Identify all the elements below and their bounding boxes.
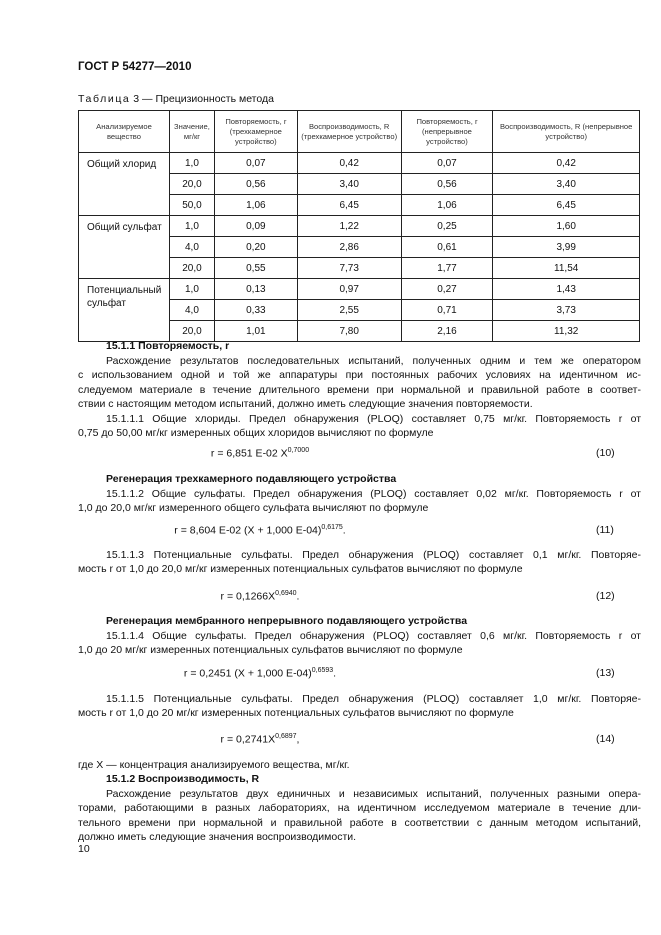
- text-line: 0,75 до 50,00 мг/кг измеренных общих хлоридов вычисляют по формуле: [78, 427, 434, 440]
- document-header: ГОСТ Р 54277—2010: [78, 61, 192, 73]
- table-header-row: [79, 111, 640, 153]
- text-line: Расхождение результатов двух единичных и независимых испытаний, полученных разными опера-: [106, 788, 641, 800]
- text-line: 1,0 до 20,0 мг/кг измеренного общего сульфата вычисляют по формуле: [78, 502, 429, 515]
- substance-cell: Общий сульфат: [79, 216, 170, 279]
- text-line: должно иметь следующие значения воспроизводимости.: [78, 831, 357, 844]
- table-cell: 1,06: [401, 195, 493, 216]
- table-row: [79, 279, 640, 300]
- page-number: 10: [78, 843, 90, 855]
- col-header-reprod-continuous: Воспроизводимость, R (непрерывное устройство): [493, 111, 640, 153]
- table-cell: 0,33: [214, 300, 297, 321]
- paragraph-15-1-1-2: [78, 487, 641, 516]
- table-cell: 1,43: [493, 279, 640, 300]
- table-cell: 11,32: [493, 321, 640, 342]
- section-15-1-2-title: 15.1.2 Воспроизводимость, R: [106, 773, 260, 785]
- formula-tail: .: [333, 667, 337, 680]
- formula-exponent: 0,6175: [321, 524, 343, 531]
- table-cell: 0,20: [214, 237, 297, 258]
- col-header-substance: Анализируемое вещество: [79, 111, 170, 153]
- text-line: торами, работающими в разных лабораториях, на идентичном исследуемом материале в течение дли-: [78, 802, 641, 815]
- table-cell: 1,0: [169, 216, 214, 237]
- table-cell: 0,61: [401, 237, 493, 258]
- formula-number: (12): [596, 590, 615, 602]
- table-cell: 6,45: [297, 195, 401, 216]
- text-line: 15.1.1.3 Потенциальные сульфаты. Предел обнаружения (PLOQ) составляет 0,1 мг/кг. Повторяе-: [106, 549, 641, 561]
- table-cell: 3,40: [297, 174, 401, 195]
- substance-cell: Общий хлорид: [79, 153, 170, 216]
- text-line: с использованием одной и той же аппаратуры при постоянных рабочих условиях на идентичном ис-: [78, 369, 641, 382]
- formula-body: r = 8,604 E-02 (X + 1,000 E-04): [174, 524, 322, 537]
- col-header-repeat-continuous: Повторяемость, r (непрерывное устройство): [401, 111, 493, 153]
- formula-14: [0, 733, 520, 746]
- col-header-reprod-3chamber: Воспроизводимость, R (трехкамерное устройство): [297, 111, 401, 153]
- text-line: ствии с настоящим методом испытаний, должно иметь следующие значения повторяемости.: [78, 398, 533, 411]
- text-line: 15.1.1.2 Общие сульфаты. Предел обнаружения (PLOQ) составляет 0,02 мг/кг. Повторяемость r от: [106, 488, 641, 500]
- table-row: [79, 153, 640, 174]
- formula-exponent: 0,6897: [275, 733, 297, 740]
- formula-13: [0, 667, 520, 680]
- table-cell: 7,73: [297, 258, 401, 279]
- table-cell: 0,55: [214, 258, 297, 279]
- formula-body: r = 0,1266X: [220, 590, 276, 603]
- paragraph-15-1-1-4: [78, 629, 641, 658]
- table-cell: 0,27: [401, 279, 493, 300]
- text-line: 1,0 до 20 мг/кг измеренных потенциальных сульфатов вычисляют по формуле: [78, 644, 463, 657]
- table-cell: 3,40: [493, 174, 640, 195]
- table-cell: 0,13: [214, 279, 297, 300]
- formula-number: (14): [596, 733, 615, 745]
- table-cell: 4,0: [169, 237, 214, 258]
- caption-label: Таблица: [78, 93, 131, 105]
- table-cell: 0,42: [297, 153, 401, 174]
- paragraph-reproducibility: [78, 787, 641, 845]
- table-cell: 3,73: [493, 300, 640, 321]
- formula-number: (13): [596, 667, 615, 679]
- formula-body: r = 6,851 E-02 X: [210, 447, 288, 460]
- table-cell: 50,0: [169, 195, 214, 216]
- col-header-repeat-3chamber: Повторяемость, r (трехкамерное устройство): [214, 111, 297, 153]
- text-line: мость r от 1,0 до 20,0 мг/кг измеренных потенциальных сульфатов вычисляют по формуле: [78, 563, 523, 576]
- table-cell: 1,77: [401, 258, 493, 279]
- table-cell: 1,0: [169, 153, 214, 174]
- section-15-1-1-title: 15.1.1 Повторяемость, r: [106, 340, 230, 352]
- table-cell: 0,09: [214, 216, 297, 237]
- text-line: тельного времени при нормальной и правильной работе в соответствии с данным методом испытаний,: [78, 816, 641, 829]
- table-cell: 6,45: [493, 195, 640, 216]
- formula-exponent: 0,6593: [311, 667, 334, 674]
- table-cell: 1,01: [214, 321, 297, 342]
- table-cell: 0,42: [493, 153, 640, 174]
- table-cell: 0,71: [401, 300, 493, 321]
- table-cell: 0,97: [297, 279, 401, 300]
- formula-number: (10): [596, 447, 615, 459]
- text-line: мость r от 1,0 до 20 мг/кг измеренных потенциальных сульфатов вычисляют по формуле: [78, 707, 514, 720]
- heading-regen-membrane: Регенерация мембранного непрерывного подавляющего устройства: [106, 615, 468, 627]
- table-cell: 7,80: [297, 321, 401, 342]
- formula-12: [0, 590, 520, 603]
- table-cell: 4,0: [169, 300, 214, 321]
- text-line: 15.1.1.1 Общие хлориды. Предел обнаружения (PLOQ) составляет 0,75 мг/кг. Повторяемость r от: [106, 413, 641, 425]
- table-cell: 11,54: [493, 258, 640, 279]
- text-line: 15.1.1.4 Общие сульфаты. Предел обнаружения (PLOQ) составляет 0,6 мг/кг. Повторяемость r от: [106, 630, 641, 642]
- table-cell: 2,86: [297, 237, 401, 258]
- heading-regen-3chamber: Регенерация трехкамерного подавляющего устройства: [106, 473, 397, 485]
- table-cell: 2,16: [401, 321, 493, 342]
- formula-exponent: 0,6940: [275, 590, 297, 597]
- table-caption: [78, 93, 274, 105]
- formula-body: r = 0,2741X: [220, 733, 276, 746]
- formula-exponent: 0,7000: [287, 447, 310, 454]
- table-cell: 2,55: [297, 300, 401, 321]
- formula-number: (11): [596, 524, 614, 536]
- paragraph-15-1-1-5: [78, 692, 641, 721]
- table-cell: 20,0: [169, 321, 214, 342]
- col-header-value: Значение, мг/кг: [169, 111, 214, 153]
- formula-tail: .: [296, 590, 300, 603]
- formula-tail: .: [342, 524, 346, 537]
- table-cell: 3,99: [493, 237, 640, 258]
- table-cell: 0,07: [214, 153, 297, 174]
- paragraph-15-1-1-3: [78, 548, 641, 577]
- where-clause: где X — концентрация анализируемого вещества, мг/кг.: [78, 759, 350, 771]
- table-cell: 1,0: [169, 279, 214, 300]
- table-cell: 1,60: [493, 216, 640, 237]
- table-row: [79, 216, 640, 237]
- paragraph-repeatability: [78, 354, 641, 412]
- table-cell: 20,0: [169, 174, 214, 195]
- precision-table: [78, 110, 640, 342]
- substance-cell: Потенциальный сульфат: [79, 279, 170, 342]
- text-line: 15.1.1.5 Потенциальные сульфаты. Предел обнаружения (PLOQ) составляет 1,0 мг/кг. Повторяе-: [106, 693, 641, 705]
- caption-text: 3 — Прецизионность метода: [130, 93, 274, 105]
- table-cell: 0,07: [401, 153, 493, 174]
- formula-tail: ,: [296, 733, 300, 746]
- table-cell: 0,56: [401, 174, 493, 195]
- table-cell: 0,56: [214, 174, 297, 195]
- table-cell: 0,25: [401, 216, 493, 237]
- formula-11: [0, 524, 520, 537]
- text-line: следуемом материале в течение длительного времени при нормальной и правильной работе в соответ-: [78, 383, 641, 396]
- table-cell: 1,06: [214, 195, 297, 216]
- text-line: Расхождение результатов последовательных испытаний, полученных одним и тем же оператором: [106, 355, 641, 367]
- formula-10: [0, 447, 520, 460]
- paragraph-15-1-1-1: [78, 412, 641, 441]
- formula-body: r = 0,2451 (X + 1,000 E-04): [183, 667, 312, 680]
- table-cell: 1,22: [297, 216, 401, 237]
- table-cell: 20,0: [169, 258, 214, 279]
